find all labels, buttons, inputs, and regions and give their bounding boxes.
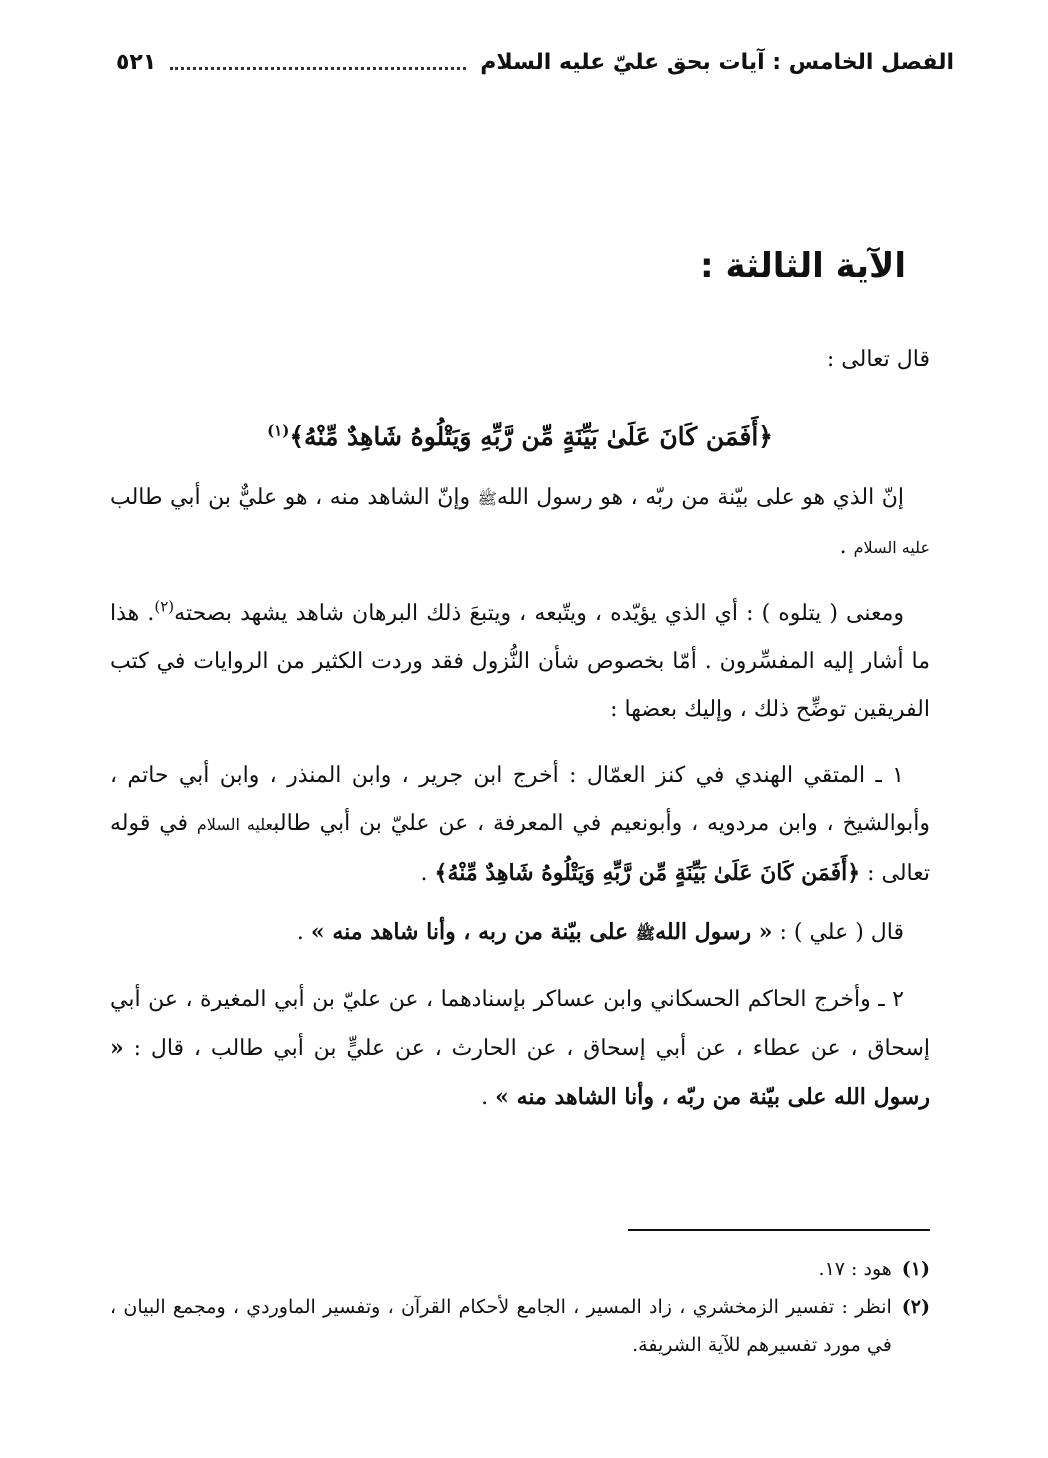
narration-1-lead: في قوله تعالى : bbox=[110, 811, 930, 886]
narration-2-text: ٢ ـ وأخرج الحاكم الحسكاني وابن عساكر بإسنادهما ، عن عليّ بن أبي المغيرة ، عن أبي إسحاق ، عن عطاء ، عن أبي إسحاق ، عن الحارث ، عن عليٍّ بن أبي طالب ، قال : bbox=[110, 987, 930, 1061]
hadith-quote-a: « رسول الله bbox=[655, 919, 773, 945]
page-number: ٥٢١ bbox=[116, 49, 157, 75]
narration-1-end: . bbox=[420, 861, 435, 886]
paragraph-2-part1: ومعنى ( يتلوه ) : أي الذي يؤيّده ، ويتّبعه ، ويتبعَ ذلك البرهان شاهد يشهد بصحته bbox=[174, 601, 905, 626]
paragraph-2-part2: . هذا ما أشار إليه المفسِّرون . أمّا بخصوص شأن النُّزول فقد وردت الكثير من الروايات في كتب الفريقين توضِّح ذلك ، وإليك بعضها : bbox=[110, 601, 930, 722]
paragraph-1-part1: إنّ الذي هو على بيّنة من ربّه ، هو رسول الله bbox=[496, 485, 904, 510]
blessing-symbol: ﷺ bbox=[635, 924, 656, 943]
footnote-text: هود : ١٧. bbox=[818, 1258, 892, 1280]
narration-2-end: . bbox=[481, 1085, 496, 1110]
section-heading: الآية الثالثة : bbox=[700, 246, 906, 286]
paragraph-1 bbox=[110, 474, 930, 572]
quran-verse bbox=[110, 410, 930, 464]
footnote-2 bbox=[110, 1288, 930, 1364]
chapter-title: الفصل الخامس : آيات بحق عليّ عليه السلام bbox=[480, 49, 954, 75]
paragraph-1-end: . bbox=[839, 534, 854, 559]
footnote-ref-1[interactable]: (١) bbox=[267, 421, 290, 440]
intro-line bbox=[110, 336, 930, 384]
paragraph-1-part2: وإنّ الشاهد منه ، هو عليٌّ بن أبي طالب bbox=[110, 485, 478, 510]
blessing-symbol: ﷺ bbox=[477, 489, 497, 508]
body-text bbox=[110, 336, 930, 1122]
quote-prefix: قال ( علي ) : bbox=[772, 920, 904, 945]
running-header bbox=[116, 40, 954, 84]
inline-quran-verse: ﴿أَفَمَن كَانَ عَلَىٰ بَيِّنَةٍ مِّن رَّبِّهِ وَيَتْلُوهُ شَاهِدٌ مِّنْهُ﴾ bbox=[434, 860, 861, 886]
footnote-separator bbox=[628, 1229, 930, 1231]
narration-1-quote bbox=[110, 908, 930, 958]
hadith-quote-2: « رسول الله على بيّنة من ربّه ، وأنا الشاهد منه » bbox=[110, 1035, 930, 1110]
footnotes bbox=[110, 1250, 930, 1364]
narration-1-text: ١ ـ المتقي الهندي في كنز العمّال : أخرج ابن جرير ، وابن المنذر ، وابن أبي حاتم ، وأبوالشيخ ، وابن مردويه ، وأبونعيم في المعرفة ، عن عليّ بن أبي طالب bbox=[110, 763, 930, 836]
paragraph-2 bbox=[110, 590, 930, 734]
quote-end: . bbox=[296, 920, 311, 945]
narration-1 bbox=[110, 752, 930, 898]
verse-text: ﴿أَفَمَن كَانَ عَلَىٰ بَيِّنَةٍ مِّن رَّبِّهِ وَيَتْلُوهُ شَاهِدٌ مِّنْهُ﴾ bbox=[289, 422, 773, 451]
narration-2 bbox=[110, 976, 930, 1122]
footnote-number: (٢) bbox=[901, 1296, 930, 1318]
footnote-text: انظر : تفسير الزمخشري ، زاد المسير ، الجامع لأحكام القرآن ، وتفسير الماوردي ، ومجمع البيان ، في مورد تفسيرهم للآية الشريفة. bbox=[110, 1296, 892, 1356]
footnote-number: (١) bbox=[901, 1258, 930, 1280]
hadith-quote-b: على بيّنة من ربه ، وأنا شاهد منه » bbox=[310, 919, 636, 945]
intro-text: قال تعالى : bbox=[826, 347, 930, 372]
footnote-1 bbox=[110, 1250, 930, 1288]
dotted-leader bbox=[170, 67, 466, 70]
footnote-ref-2[interactable]: (٢) bbox=[154, 597, 175, 616]
blessing-symbol: عليه السلام bbox=[196, 815, 274, 834]
blessing-symbol: عليه السلام bbox=[853, 538, 930, 557]
